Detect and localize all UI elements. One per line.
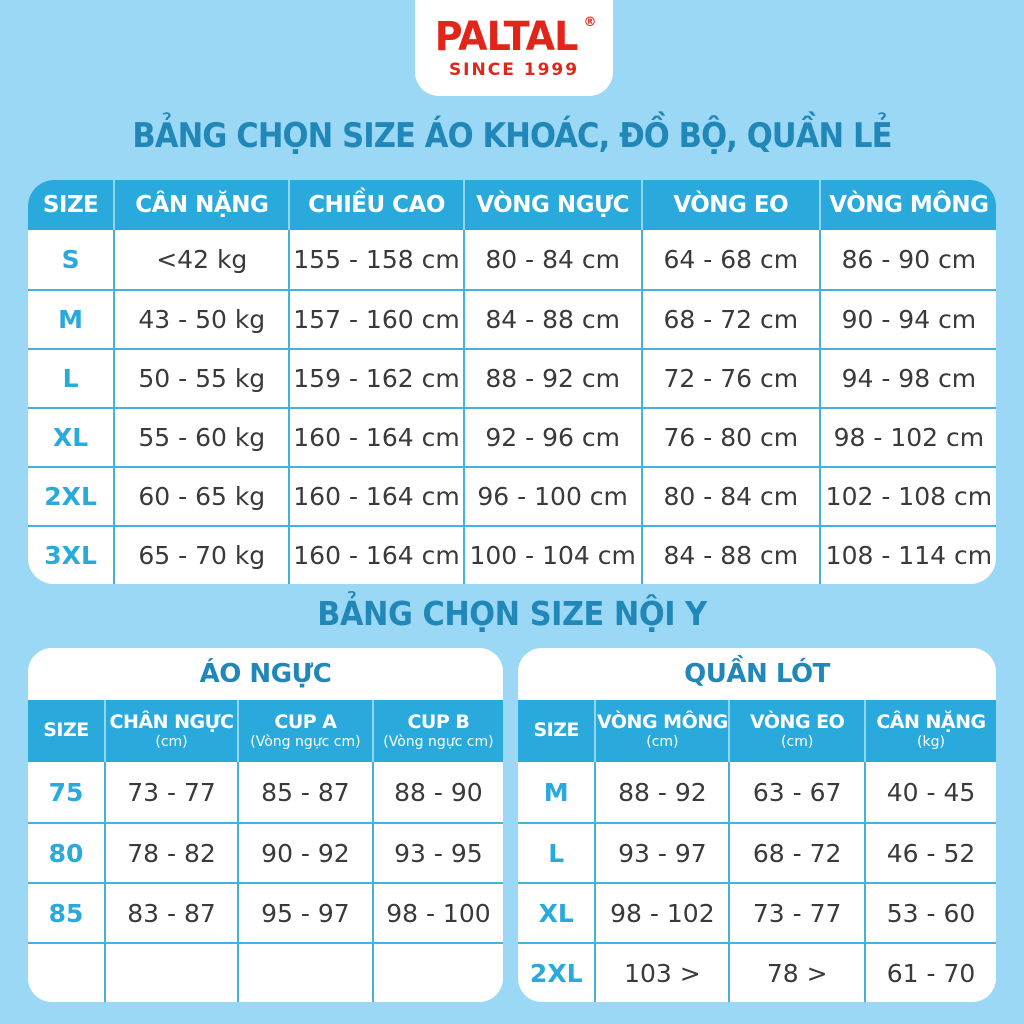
table-cell: 160 - 164 cm [288,527,462,584]
table-cell: 55 - 60 kg [113,409,288,466]
table-cell: 92 - 96 cm [463,409,641,466]
table-cell: 76 - 80 cm [641,409,819,466]
table-cell: 100 - 104 cm [463,527,641,584]
table-row [518,882,996,942]
column-header-size: SIZE [42,192,99,218]
table-cell: 98 - 102 cm [819,409,996,466]
size-cell: XL [538,898,574,928]
table-cell: 73 - 77 [728,884,864,942]
header-line1: SIZE [43,719,89,742]
table-cell: 83 - 87 [104,884,237,942]
column-header-weight: CÂN NẶNG [113,180,288,230]
column-header-cup-a [237,700,372,762]
page-title-main: BẢNG CHỌN SIZE ÁO KHOÁC, ĐỒ BỘ, QUẦN LẺ [132,116,892,156]
table-cell: 85 - 87 [237,762,372,822]
table-cell: 103 > [594,944,728,1002]
column-header-waist [728,700,864,762]
table-cell [237,944,372,1002]
table-cell: 68 - 72 cm [641,291,819,348]
table-row [28,762,503,822]
size-cell: 80 [48,838,84,868]
table-cell: 155 - 158 cm [288,230,462,289]
table-cell: 72 - 76 cm [641,350,819,407]
table-cell: 93 - 97 [594,824,728,882]
table-cell: 86 - 90 cm [819,230,996,289]
header-line2: (kg) [917,733,945,750]
table-cell: 64 - 68 cm [641,230,819,289]
size-cell: L [62,364,79,393]
column-header-waist: VÒNG EO [641,180,819,230]
table-row [28,407,996,466]
bra-size-table [28,648,503,1002]
size-cell: L [548,838,565,868]
header-line2: (Vòng ngực cm) [250,733,361,750]
underwear-table-title: QUẦN LÓT [518,648,996,700]
table-cell: 46 - 52 [864,824,996,882]
table-cell: 159 - 162 cm [288,350,462,407]
underwear-size-table [518,648,996,1002]
table-cell: 84 - 88 cm [641,527,819,584]
bra-table-title: ÁO NGỰC [28,648,503,700]
size-cell: M [543,777,569,807]
table-cell: 60 - 65 kg [113,468,288,525]
table-cell: 63 - 67 [728,762,864,822]
header-line2: (cm) [646,733,679,750]
table-cell: 95 - 97 [237,884,372,942]
table-row [518,942,996,1002]
column-header-size [28,700,104,762]
table-cell: 160 - 164 cm [288,409,462,466]
header-line1: CHÂN NGỰC [109,711,234,734]
table-row [518,762,996,822]
table-cell: 43 - 50 kg [113,291,288,348]
table-cell [372,944,503,1002]
table-cell: 61 - 70 [864,944,996,1002]
column-header-size [518,700,594,762]
column-header-bust: VÒNG NGỰC [463,180,641,230]
underwear-table-header [518,700,996,762]
size-cell: 2XL [44,482,97,511]
table-cell: 53 - 60 [864,884,996,942]
table-row [518,822,996,882]
table-cell: 94 - 98 cm [819,350,996,407]
table-row [28,882,503,942]
header-line1: CÂN NẶNG [876,711,986,734]
table-cell: 68 - 72 [728,824,864,882]
size-cell: 2XL [529,958,583,988]
column-header-cup-b [372,700,503,762]
table-row-empty [28,942,503,1002]
size-cell: XL [52,423,89,452]
table-cell: 80 - 84 cm [463,230,641,289]
brand-since: SINCE 1999 [448,59,580,80]
table-cell [104,944,237,1002]
table-cell: 98 - 102 [594,884,728,942]
table-cell: 78 > [728,944,864,1002]
table-row [28,525,996,584]
table-cell: 160 - 164 cm [288,468,462,525]
bra-table-header [28,700,503,762]
table-cell: 108 - 114 cm [819,527,996,584]
header-line1: VÒNG MÔNG [597,711,728,734]
table-cell: 102 - 108 cm [819,468,996,525]
table-cell: 50 - 55 kg [113,350,288,407]
brand-name: PALTAL [435,13,578,60]
table-cell: 157 - 160 cm [288,291,462,348]
table-cell: <42 kg [113,230,288,289]
table-row [28,466,996,525]
size-cell: S [61,245,80,274]
size-table-main [28,180,996,584]
size-table-main-header [28,180,996,230]
section-title-noi-y: BẢNG CHỌN SIZE NỘI Y [317,594,707,633]
table-cell: 88 - 92 [594,762,728,822]
header-line1: CUP B [407,711,470,734]
table-row [28,289,996,348]
header-line1: CUP A [274,711,337,734]
size-cell: 3XL [44,541,97,570]
table-row [28,230,996,289]
table-cell: 96 - 100 cm [463,468,641,525]
brand-logo [415,0,613,96]
table-cell: 65 - 70 kg [113,527,288,584]
table-cell: 78 - 82 [104,824,237,882]
header-line1: SIZE [533,719,579,742]
column-header-underbust [104,700,237,762]
registered-trademark-icon: ® [583,14,597,30]
table-cell: 93 - 95 [372,824,503,882]
column-header-weight [864,700,996,762]
table-cell: 88 - 92 cm [463,350,641,407]
size-cell: 85 [48,898,84,928]
header-line2: (cm) [155,733,188,750]
table-cell: 98 - 100 [372,884,503,942]
size-cell: 75 [48,777,84,807]
size-cell: M [58,305,84,334]
column-header-height: CHIỀU CAO [288,180,462,230]
table-cell: 40 - 45 [864,762,996,822]
table-cell: 90 - 92 [237,824,372,882]
table-row [28,822,503,882]
table-cell: 90 - 94 cm [819,291,996,348]
table-cell: 80 - 84 cm [641,468,819,525]
column-header-hip [594,700,728,762]
table-cell: 88 - 90 [372,762,503,822]
header-line2: (cm) [781,733,814,750]
brand-wordmark [431,13,597,60]
table-cell: 84 - 88 cm [463,291,641,348]
column-header-hip: VÒNG MÔNG [819,180,996,230]
size-cell [28,944,104,1002]
header-line1: VÒNG EO [750,711,845,734]
table-cell: 73 - 77 [104,762,237,822]
header-line2: (Vòng ngực cm) [383,733,494,750]
table-row [28,348,996,407]
